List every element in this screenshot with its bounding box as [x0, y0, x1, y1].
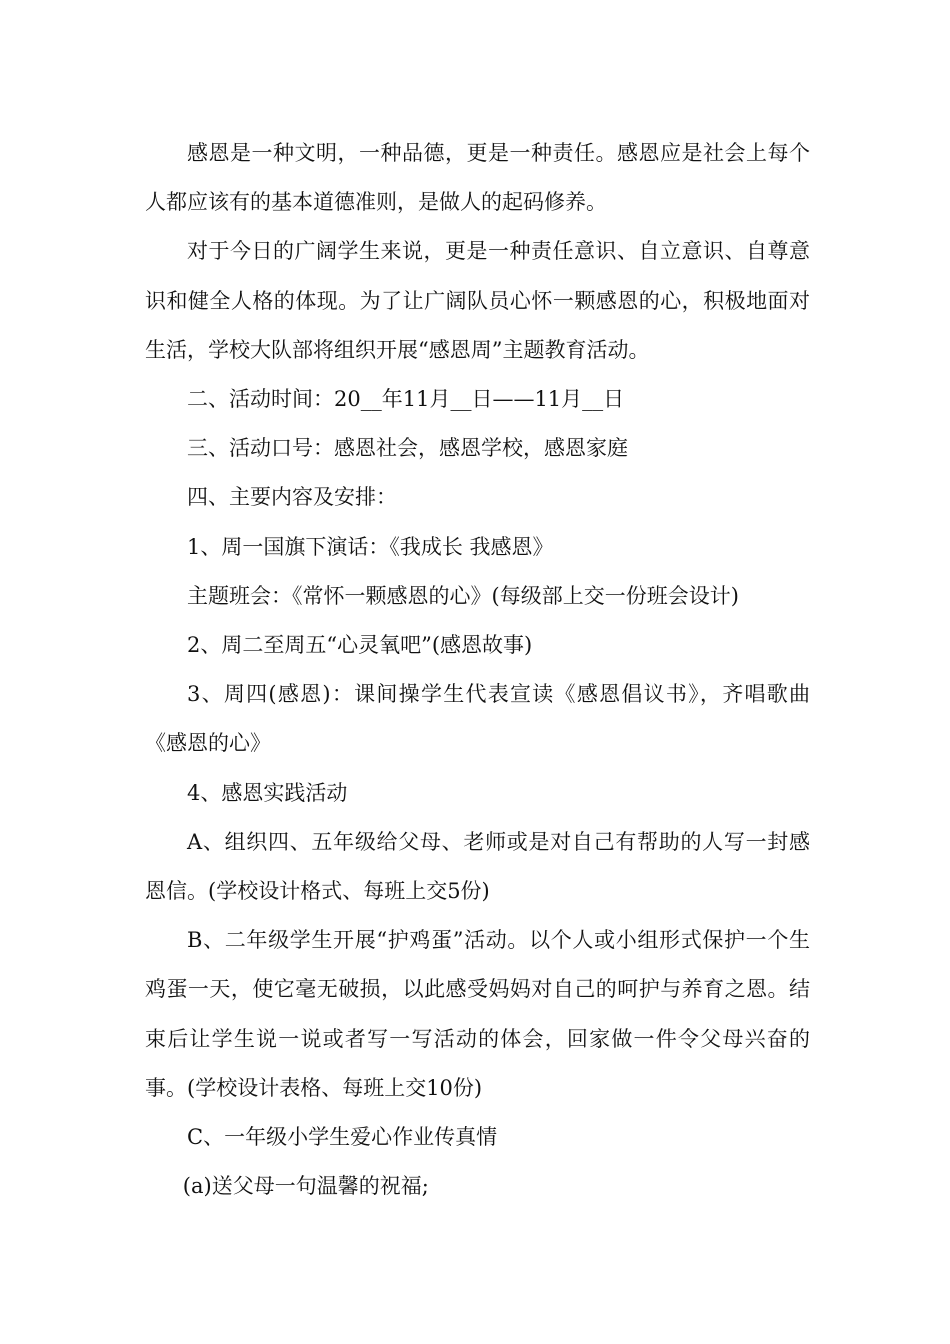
- paragraph-item-b: B、二年级学生开展“护鸡蛋”活动。以个人或小组形式保护一个生鸡蛋一天，使它毫无破损，以此感受妈妈对自己的呵护与养育之恩。结束后让学生说一说或者写一写活动的体会，回家做一件令父母兴奋的事。(学校设计表格、每班上交10份): [145, 928, 810, 1100]
- paragraph-item-4: 4、感恩实践活动: [187, 780, 348, 805]
- paragraph-item-c: C、一年级小学生爱心作业传真情: [187, 1125, 498, 1150]
- paragraph-item-1: 1、周一国旗下演话：《我成长 我感恩》: [187, 534, 554, 559]
- document-body: [145, 129, 810, 1211]
- paragraph-main-content-heading: 四、主要内容及安排：: [187, 485, 397, 510]
- paragraph-activity-slogan: 三、活动口号：感恩社会，感恩学校，感恩家庭: [187, 436, 628, 461]
- paragraph-class-meeting: 主题班会：《常怀一颗感恩的心》(每级部上交一份班会设计): [187, 583, 739, 608]
- paragraph-intro-1: 感恩是一种文明，一种品德，更是一种责任。感恩应是社会上每个人都应该有的基本道德准则，是做人的起码修养。: [145, 141, 810, 215]
- paragraph-item-c-a: (a)送父母一句温馨的祝福;: [182, 1174, 429, 1199]
- paragraph-intro-2: 对于今日的广阔学生来说，更是一种责任意识、自立意识、自尊意识和健全人格的体现。为了让广阔队员心怀一颗感恩的心，积极地面对生活，学校大队部将组织开展“感恩周”主题教育活动。: [145, 239, 810, 362]
- paragraph-item-2: 2、周二至周五“心灵氧吧”(感恩故事): [187, 633, 533, 658]
- paragraph-item-a: A、组织四、五年级给父母、老师或是对自己有帮助的人写一封感恩信。(学校设计格式、每班上交5份): [145, 829, 810, 904]
- paragraph-item-3: 3、周四(感恩)：课间操学生代表宣读《感恩倡议书》，齐唱歌曲《感恩的心》: [145, 682, 810, 756]
- paragraph-activity-time: 二、活动时间：20__年11月__日——11月__日: [187, 387, 625, 412]
